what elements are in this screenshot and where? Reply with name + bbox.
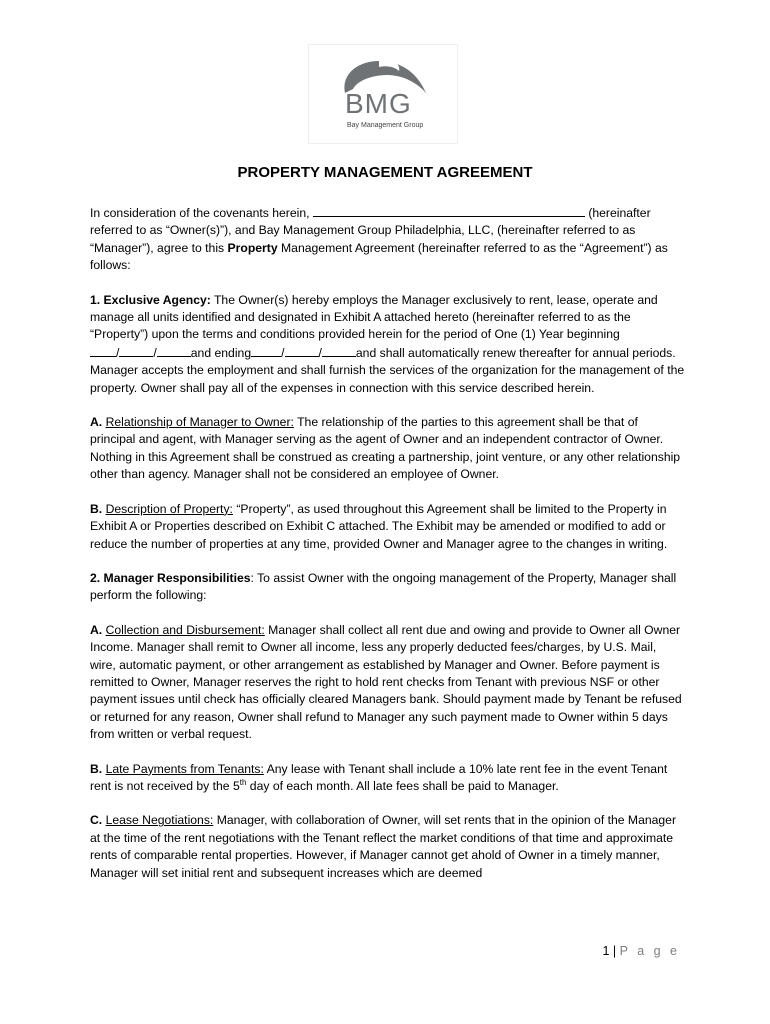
end-year-blank <box>322 344 356 357</box>
section-2c-letter: C. <box>90 813 103 828</box>
end-month-blank <box>251 344 281 357</box>
company-logo <box>308 44 458 144</box>
section-1-text-3: and shall automatically renew thereafter for annual periods. Manager accepts the employment and shall furnish the services of the organization for the management of the property. Owner shall pay all of the expenses in connection with this service described herein. <box>90 345 685 395</box>
page-number: 1 <box>602 944 610 958</box>
begin-day-blank <box>119 344 153 357</box>
section-1b-paragraph <box>90 501 685 553</box>
section-1a-letter: A. <box>90 415 103 430</box>
end-day-blank <box>285 344 319 357</box>
document-body <box>90 204 685 899</box>
section-2b-heading: Late Payments from Tenants: <box>105 761 264 776</box>
section-1b-heading: Description of Property: <box>105 501 233 516</box>
section-1a-heading: Relationship of Manager to Owner: <box>105 415 294 430</box>
logo-subtitle: Bay Management Group <box>347 122 424 129</box>
section-2b-paragraph <box>90 761 685 796</box>
intro-paragraph <box>90 204 685 275</box>
owner-name-blank <box>313 204 585 217</box>
section-2a-heading: Collection and Disbursement: <box>105 622 265 637</box>
slash-1: / <box>116 345 120 360</box>
slash-2: / <box>153 345 157 360</box>
section-1a-paragraph <box>90 414 685 484</box>
section-2-text: : To assist Owner with the ongoing management of the Property, Manager shall perform the following: <box>90 570 677 603</box>
footer-separator: | <box>612 944 617 958</box>
logo-wordmark: BMG <box>345 88 412 119</box>
intro-text-2: (hereinafter referred to as “Owner(s)”), and Bay Management Group Philadelphia, LLC, (hereinafter referred to as “Manager”), agree to this <box>90 206 651 255</box>
section-2c-text: Manager, with collaboration of Owner, will set rents that in the opinion of the Manager at the time of the rent negotiations with the Tenant reflect the market conditions of that time and approximate rents of comparable rental properties. However, if Manager cannot get ahold of Owner in a timely manner, Manager will set initial rent and subsequent increases which are deemed <box>90 813 677 880</box>
section-2a-letter: A. <box>90 622 103 637</box>
section-2-heading: 2. Manager Responsibilities <box>90 570 251 585</box>
section-2b-text-2: day of each month. All late fees shall be paid to Manager. <box>249 778 559 793</box>
section-2c-heading: Lease Negotiations: <box>105 813 214 828</box>
slash-3: / <box>281 345 285 360</box>
section-2a-text: Manager shall collect all rent due and owing and provide to Owner all Owner Income. Manager shall remit to Owner all income, less any properly deducted fees/charges, by U.S. Mail, wire, automatic payment, or other arrangement as established by Manager and Owner. Before payment is remitted to Owner, Manager reserves the right to hold rent checks from Tenant with previous NSF or other payment issues until check has officially cleared Managers bank. Should payment made by Tenant be refused or returned for any reason, Owner shall refund to Manager any such payment made to Owner within 5 days from written or verbal request. <box>90 622 682 742</box>
section-1-heading: 1. Exclusive Agency: <box>90 292 211 307</box>
slash-4: / <box>318 345 322 360</box>
section-2b-letter: B. <box>90 761 103 776</box>
document-title: PROPERTY MANAGEMENT AGREEMENT <box>237 164 533 181</box>
section-1-paragraph <box>90 292 685 397</box>
begin-year-blank <box>157 344 191 357</box>
intro-text-4: Management Agreement (hereinafter referred to as the “Agreement”) as follows: <box>90 240 668 273</box>
section-1-text-2: and ending <box>190 345 252 360</box>
section-1a-text: The relationship of the parties to this agreement shall be that of principal and agent, with Manager serving as the agent of Owner and an independent contractor of Owner. Nothing in this Agreement shall be construed as creating a partnership, joint venture, or any other relationship other than agency. Manager shall not be considered an employee of Owner. <box>90 415 681 482</box>
section-1b-letter: B. <box>90 501 103 516</box>
section-2c-paragraph <box>90 812 685 882</box>
ordinal-suffix: th <box>239 777 247 787</box>
begin-month-blank <box>90 344 116 357</box>
section-1b-text: “Property”, as used throughout this Agreement shall be limited to the Property in Exhibit A or Properties described on Exhibit C attached. The Exhibit may be amended or modified to add or reduce the number of properties at any time, provided Owner and Manager agree to the changes in writing. <box>90 501 668 551</box>
section-2-paragraph <box>90 570 685 605</box>
section-2b-text-1: Any lease with Tenant shall include a 10% late rent fee in the event Tenant rent is not received by the 5 <box>90 761 668 793</box>
intro-bold-property: Property <box>227 240 278 255</box>
page-label: P a g e <box>619 944 680 958</box>
section-1-text-1: The Owner(s) hereby employs the Manager exclusively to rent, lease, operate and manage all units identified and designated in Exhibit A attached hereto (hereinafter referred to as the “Property”) upon the terms and conditions provided herein for the period of One (1) Year beginning <box>90 292 658 342</box>
section-2a-paragraph <box>90 622 685 744</box>
page-footer <box>602 944 680 958</box>
intro-text-1: In consideration of the covenants herein, <box>90 206 310 220</box>
